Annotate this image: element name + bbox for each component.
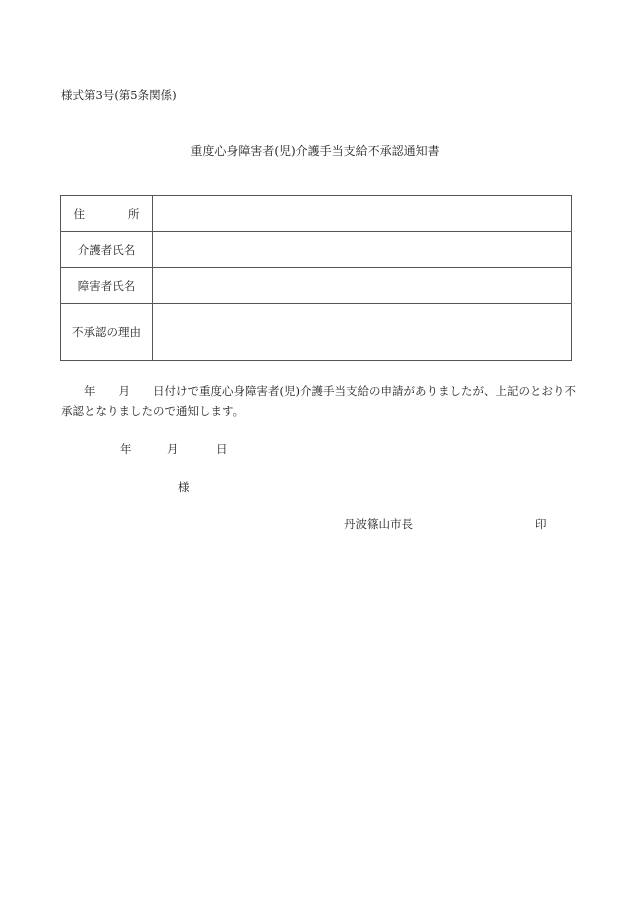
address-field[interactable]: [153, 196, 572, 232]
form-number: 様式第3号(第5条関係): [61, 88, 177, 102]
addressee-honorific: 様: [178, 480, 190, 494]
date-day: 日: [216, 442, 228, 456]
disabled-person-name-field[interactable]: [153, 268, 572, 304]
table-row-caregiver: [61, 232, 572, 268]
table-row-disabled-person: [61, 268, 572, 304]
rejection-reason-label: 不承認の理由: [61, 304, 153, 361]
address-label: 住 所: [61, 196, 153, 232]
disabled-person-name-label: 障害者氏名: [61, 268, 153, 304]
issuer-name: 丹波篠山市長: [344, 517, 413, 531]
document-title: 重度心身障害者(児)介護手当支給不承認通知書: [190, 144, 440, 158]
notice-text: 年 月 日付けで重度心身障害者(児)介護手当支給の申請がありましたが、上記のとおり不承認となりましたので通知します。: [61, 384, 576, 418]
info-table: [60, 195, 572, 361]
seal-mark: 印: [535, 517, 547, 531]
date-month: 月: [167, 442, 179, 456]
date-year: 年: [120, 442, 132, 456]
rejection-reason-field[interactable]: [153, 304, 572, 361]
table-row-reason: [61, 304, 572, 361]
table-row-address: [61, 196, 572, 232]
caregiver-name-field[interactable]: [153, 232, 572, 268]
caregiver-name-label: 介護者氏名: [61, 232, 153, 268]
